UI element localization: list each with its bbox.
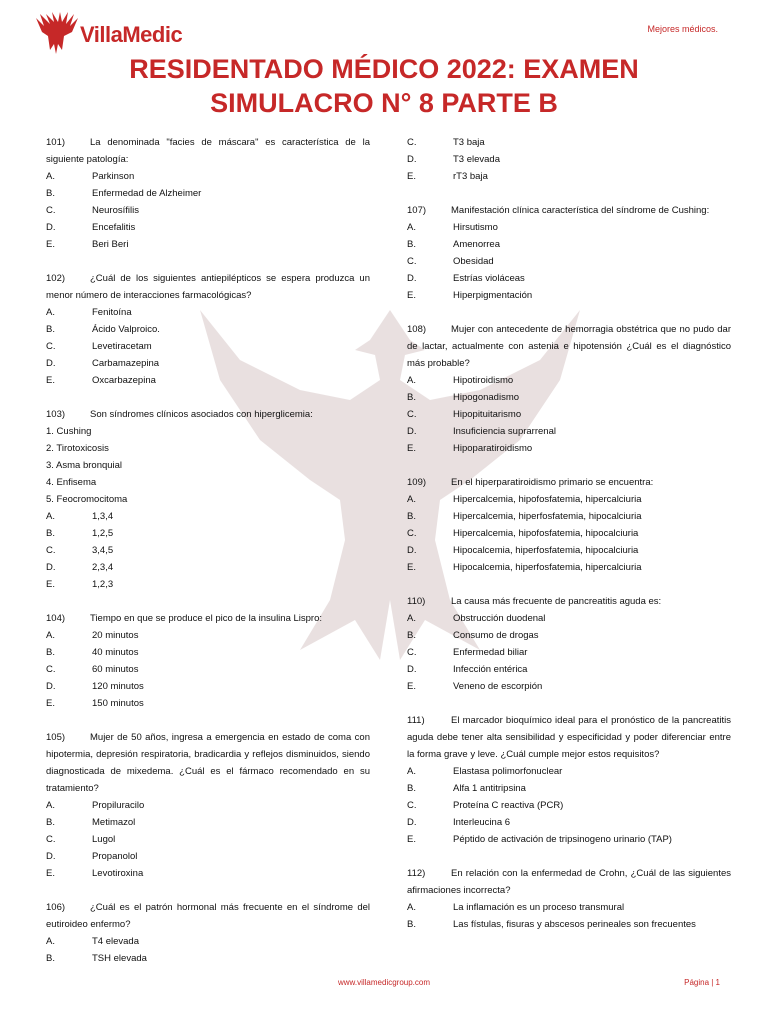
option-letter: A. [46, 511, 55, 522]
answer-option [407, 253, 731, 270]
answer-option [407, 780, 731, 797]
option-letter: C. [407, 137, 417, 148]
answer-option [407, 814, 731, 831]
option-letter: D. [46, 851, 56, 862]
question-stem [407, 593, 731, 610]
title-line-2: SIMULACRO N° 8 PARTE B [210, 88, 558, 118]
answer-option [46, 678, 370, 695]
question-number: 111) [407, 715, 425, 726]
answer-option [46, 576, 370, 593]
option-text: Hipopituitarismo [453, 409, 522, 420]
question-text: Mujer de 50 años, ingresa a emergencia en estado de coma con hipotermia, depresión respiratoria, bradicardia y reflejos disminuidos, siendo diagnosticada de mixedema. ¿Cuál es el fármaco recomendado en su tratamiento? [46, 732, 370, 794]
option-text: Hipoparatiroidismo [453, 443, 533, 454]
question-text: ¿Cuál es el patrón hormonal más frecuente en el síndrome del eutiroideo enfermo? [46, 902, 370, 930]
answer-option [407, 899, 731, 916]
question-stem [46, 406, 370, 423]
logo-wordmark: VillaMedic [80, 22, 183, 47]
answer-option [407, 440, 731, 457]
question [46, 406, 370, 593]
option-letter: E. [46, 579, 55, 590]
answer-option [407, 831, 731, 848]
option-text: 1,3,4 [92, 511, 114, 522]
option-letter: A. [407, 222, 416, 233]
answer-option [46, 338, 370, 355]
option-text: Veneno de escorpión [453, 681, 543, 692]
answer-option [46, 627, 370, 644]
option-text: Insuficiencia suprarrenal [453, 426, 556, 437]
option-letter: B. [407, 392, 416, 403]
page-title [0, 52, 768, 120]
option-text: 1,2,3 [92, 579, 114, 590]
option-text: Las fístulas, fisuras y abscesos perineales son frecuentes [453, 919, 696, 930]
question-stem [407, 865, 731, 899]
option-text: Enfermedad biliar [453, 647, 528, 658]
title-line-1: RESIDENTADO MÉDICO 2022: EXAMEN [129, 54, 639, 84]
option-letter: B. [46, 188, 55, 199]
option-text: Ácido Valproico. [92, 324, 160, 335]
answer-option [46, 933, 370, 950]
answer-option [407, 219, 731, 236]
option-text: Elastasa polimorfonuclear [453, 766, 563, 777]
list-item: 3. Asma bronquial [46, 460, 123, 471]
list-item: 5. Feocromocitoma [46, 494, 128, 505]
right-column [407, 134, 731, 950]
option-text: Hipocalcemia, hiperfosfatemia, hipercalciuria [453, 562, 642, 573]
option-text: Oxcarbazepina [92, 375, 156, 386]
question-text: El marcador bioquímico ideal para el pronóstico de la pancreatitis aguda debe tener alta sensibilidad y especificidad y poder diferenciar entre la forma grave y leve. ¿Cuál cumple mejor estos requisitos? [407, 715, 731, 760]
page-number: Página | 1 [684, 978, 720, 987]
option-letter: C. [46, 341, 56, 352]
option-letter: A. [407, 494, 416, 505]
answer-option [46, 848, 370, 865]
question-text: En el hiperparatiroidismo primario se encuentra: [451, 477, 654, 488]
question-number: 108) [407, 324, 427, 335]
question-number: 102) [46, 273, 66, 284]
answer-option [46, 559, 370, 576]
answer-option [407, 168, 731, 185]
answer-option [407, 644, 731, 661]
answer-option [46, 950, 370, 967]
option-letter: B. [46, 528, 55, 539]
option-text: Proteína C reactiva (PCR) [453, 800, 564, 811]
option-letter: D. [407, 664, 417, 675]
option-text: Alfa 1 antitripsina [453, 783, 526, 794]
question [46, 134, 370, 253]
answer-option [407, 134, 731, 151]
option-letter: E. [407, 681, 416, 692]
option-letter: C. [46, 545, 56, 556]
option-text: Hipotiroidismo [453, 375, 514, 386]
question-stem [407, 712, 731, 763]
answer-option [46, 695, 370, 712]
list-item: 1. Cushing [46, 426, 92, 437]
answer-option [46, 372, 370, 389]
option-letter: B. [407, 919, 416, 930]
question-number: 110) [407, 596, 426, 607]
answer-option [46, 865, 370, 882]
answer-option [46, 304, 370, 321]
option-letter: D. [407, 426, 417, 437]
option-text: Parkinson [92, 171, 135, 182]
question [407, 321, 731, 457]
answer-option [46, 321, 370, 338]
option-letter: D. [46, 562, 56, 573]
answer-option [407, 678, 731, 695]
option-letter: E. [407, 834, 416, 845]
option-letter: A. [46, 307, 55, 318]
question [407, 593, 731, 695]
question [407, 474, 731, 576]
option-text: Hiperpigmentación [453, 290, 533, 301]
option-letter: C. [407, 256, 417, 267]
option-text: Hipercalcemia, hipofosfatemia, hipercalciuria [453, 494, 642, 505]
option-text: 20 minutos [92, 630, 139, 641]
option-text: Metimazol [92, 817, 136, 828]
question-stem [46, 270, 370, 304]
question-stem [46, 729, 370, 797]
option-text: Hipocalcemia, hiperfosfatemia, hipocalciuria [453, 545, 639, 556]
question [407, 134, 731, 185]
answer-option [407, 151, 731, 168]
option-letter: E. [46, 375, 55, 386]
answer-option [407, 406, 731, 423]
option-text: Obstrucción duodenal [453, 613, 546, 624]
option-text: Propanolol [92, 851, 138, 862]
question-text: Mujer con antecedente de hemorragia obstétrica que no pudo dar de lactar, actualmente con astenia e hipotensión ¿Cuál es el diagnóstico más probable? [407, 324, 731, 369]
option-letter: C. [46, 834, 56, 845]
option-text: La inflamación es un proceso transmural [453, 902, 625, 913]
option-text: TSH elevada [92, 953, 147, 964]
option-text: Estrías violáceas [453, 273, 525, 284]
option-text: Lugol [92, 834, 116, 845]
option-letter: A. [46, 936, 55, 947]
question-number: 109) [407, 477, 427, 488]
answer-option [407, 491, 731, 508]
answer-option [46, 525, 370, 542]
option-letter: B. [46, 953, 55, 964]
option-text: Levetiracetam [92, 341, 152, 352]
question-number: 105) [46, 732, 66, 743]
answer-option [46, 661, 370, 678]
option-letter: D. [407, 273, 417, 284]
option-letter: A. [407, 766, 416, 777]
answer-option [407, 372, 731, 389]
option-text: Encefalitis [92, 222, 136, 233]
option-letter: D. [407, 154, 417, 165]
option-text: Péptido de activación de tripsinogeno urinario (TAP) [453, 834, 672, 845]
option-letter: B. [407, 783, 416, 794]
option-text: Hipercalcemia, hipofosfatemia, hipocalciuria [453, 528, 639, 539]
option-text: 120 minutos [92, 681, 144, 692]
question-number: 101) [46, 137, 66, 148]
answer-option [407, 559, 731, 576]
option-letter: B. [407, 630, 416, 641]
question-text: Manifestación clínica característica del síndrome de Cushing: [451, 205, 710, 216]
option-letter: B. [407, 239, 416, 250]
answer-option [407, 270, 731, 287]
option-letter: D. [407, 817, 417, 828]
question [407, 865, 731, 933]
list-item: 2. Tirotoxicosis [46, 443, 109, 454]
question-text: Son síndromes clínicos asociados con hiperglicemia: [90, 409, 313, 420]
option-text: Consumo de drogas [453, 630, 539, 641]
option-letter: C. [407, 528, 417, 539]
option-letter: C. [407, 647, 417, 658]
option-text: Carbamazepina [92, 358, 160, 369]
option-letter: E. [407, 290, 416, 301]
option-letter: E. [407, 443, 416, 454]
answer-option [407, 287, 731, 304]
option-text: Propiluracilo [92, 800, 145, 811]
option-text: Obesidad [453, 256, 494, 267]
question-text: La causa más frecuente de pancreatitis aguda es: [451, 596, 662, 607]
option-letter: D. [46, 222, 56, 233]
answer-option [407, 797, 731, 814]
answer-option [46, 202, 370, 219]
question-stem [407, 474, 731, 491]
question [407, 202, 731, 304]
question [46, 270, 370, 389]
answer-option [46, 644, 370, 661]
option-text: rT3 baja [453, 171, 488, 182]
option-text: Hipercalcemia, hiperfosfatemia, hipocalciuria [453, 511, 642, 522]
answer-option [46, 236, 370, 253]
option-text: T4 elevada [92, 936, 140, 947]
question-number: 106) [46, 902, 66, 913]
option-letter: C. [46, 205, 56, 216]
answer-option [46, 355, 370, 372]
option-letter: D. [407, 545, 417, 556]
option-letter: A. [46, 630, 55, 641]
option-text: 2,3,4 [92, 562, 114, 573]
option-letter: B. [46, 817, 55, 828]
question-stem [46, 134, 370, 168]
left-column [46, 134, 370, 984]
question-text: Tiempo en que se produce el pico de la insulina Lispro: [90, 613, 323, 624]
answer-option [407, 661, 731, 678]
answer-option [407, 916, 731, 933]
option-text: Beri Beri [92, 239, 129, 250]
footer-url[interactable]: www.villamedicgroup.com [337, 978, 431, 987]
option-letter: C. [407, 409, 417, 420]
option-letter: E. [46, 239, 55, 250]
question-stem [46, 610, 370, 627]
answer-option [46, 185, 370, 202]
option-text: 60 minutos [92, 664, 139, 675]
question-text: En relación con la enfermedad de Crohn, ¿Cuál de las siguientes afirmaciones incorrecta? [407, 868, 731, 896]
option-letter: C. [46, 664, 56, 675]
answer-option [407, 508, 731, 525]
answer-option [46, 219, 370, 236]
option-text: Amenorrea [453, 239, 500, 250]
option-text: Hirsutismo [453, 222, 498, 233]
option-letter: A. [46, 171, 55, 182]
option-text: Infección entérica [453, 664, 528, 675]
answer-option [407, 525, 731, 542]
option-letter: E. [407, 562, 416, 573]
question-stem [407, 202, 731, 219]
answer-option [407, 389, 731, 406]
option-letter: D. [46, 358, 56, 369]
question-stem [407, 321, 731, 372]
option-letter: E. [46, 868, 55, 879]
option-text: T3 elevada [453, 154, 501, 165]
option-text: 150 minutos [92, 698, 144, 709]
answer-option [46, 831, 370, 848]
answer-option [407, 236, 731, 253]
option-letter: B. [407, 511, 416, 522]
answer-option [407, 542, 731, 559]
option-letter: A. [407, 375, 416, 386]
option-text: 40 minutos [92, 647, 139, 658]
question-text: ¿Cuál de los siguientes antiepilépticos se espera produzca un menor número de interacciones farmacológicas? [46, 273, 370, 301]
option-text: 3,4,5 [92, 545, 114, 556]
option-letter: B. [46, 324, 55, 335]
question-number: 104) [46, 613, 66, 624]
question-stem [46, 899, 370, 933]
option-text: Interleucina 6 [453, 817, 511, 828]
option-letter: A. [407, 613, 416, 624]
option-letter: A. [46, 800, 55, 811]
answer-option [46, 797, 370, 814]
question [46, 899, 370, 967]
answer-option [407, 627, 731, 644]
answer-option [407, 423, 731, 440]
option-letter: E. [407, 171, 416, 182]
question [46, 610, 370, 712]
option-letter: E. [46, 698, 55, 709]
question-text: La denominada "facies de máscara" es característica de la siguiente patología: [46, 137, 370, 165]
question [407, 712, 731, 848]
answer-option [407, 763, 731, 780]
option-letter: B. [46, 647, 55, 658]
question-number: 107) [407, 205, 427, 216]
option-text: 1,2,5 [92, 528, 114, 539]
answer-option [46, 168, 370, 185]
option-text: Fenitoína [92, 307, 132, 318]
option-text: T3 baja [453, 137, 485, 148]
question [46, 729, 370, 882]
option-text: Neurosífilis [92, 205, 139, 216]
question-number: 112) [407, 868, 426, 879]
answer-option [407, 610, 731, 627]
option-letter: A. [407, 902, 416, 913]
answer-option [46, 814, 370, 831]
question-number: 103) [46, 409, 66, 420]
option-text: Enfermedad de Alzheimer [92, 188, 202, 199]
option-text: Levotiroxina [92, 868, 144, 879]
option-text: Hipogonadismo [453, 392, 520, 403]
list-item: 4. Enfisema [46, 477, 97, 488]
answer-option [46, 508, 370, 525]
option-letter: C. [407, 800, 417, 811]
answer-option [46, 542, 370, 559]
tagline: Mejores médicos. [647, 24, 718, 34]
option-letter: D. [46, 681, 56, 692]
